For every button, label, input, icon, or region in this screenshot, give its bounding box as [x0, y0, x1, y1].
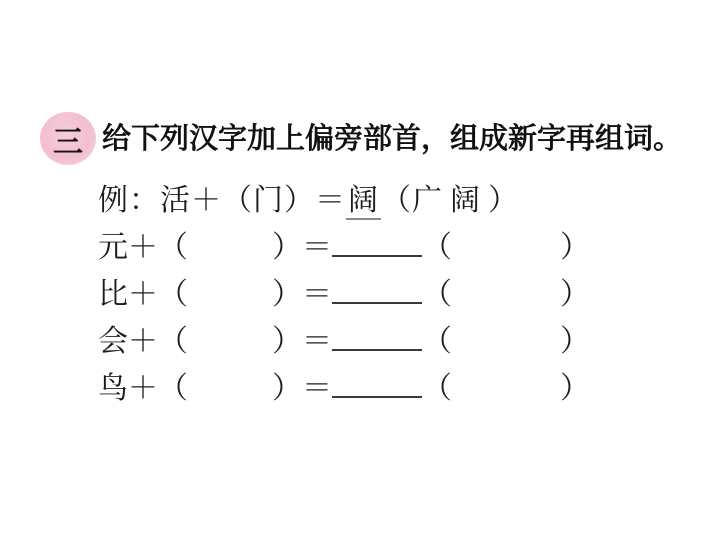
- section-number-badge: [40, 112, 96, 165]
- example-row: [98, 177, 678, 224]
- close-paren: ）: [272, 278, 302, 311]
- close-paren: ）: [272, 372, 302, 405]
- close-paren: ）: [488, 184, 519, 217]
- answer-blank: [332, 227, 422, 257]
- section-number-label: 三: [53, 125, 83, 159]
- plus-sign: ＋: [128, 372, 158, 405]
- open-paren: （: [222, 184, 253, 217]
- equals-sign: ＝: [302, 231, 332, 264]
- close-paren: ）: [560, 372, 590, 405]
- equals-sign: ＝: [315, 184, 346, 217]
- open-paren: （: [158, 278, 188, 311]
- open-paren: （: [158, 372, 188, 405]
- open-paren: （: [422, 231, 452, 264]
- exercise-row: [98, 224, 678, 271]
- exercise-row: [98, 365, 678, 412]
- equals-sign: ＝: [302, 325, 332, 358]
- close-paren: ）: [560, 278, 590, 311]
- base-character: 元: [98, 231, 128, 264]
- base-character: 会: [98, 325, 128, 358]
- example-answer-character: 阔: [346, 184, 381, 220]
- example-base-character: 活: [160, 184, 191, 217]
- plus-sign: ＋: [128, 278, 158, 311]
- example-word: 广阔: [412, 184, 488, 217]
- answer-blank: [332, 274, 422, 304]
- exercise-row: [98, 271, 678, 318]
- close-paren: ）: [272, 231, 302, 264]
- answer-blank: [332, 321, 422, 351]
- close-paren: ）: [560, 231, 590, 264]
- answer-blank: [332, 368, 422, 398]
- exercise-instruction-title: 给下列汉字加上偏旁部首，组成新字再组词。: [102, 123, 683, 155]
- open-paren: （: [422, 325, 452, 358]
- base-character: 鸟: [98, 372, 128, 405]
- plus-sign: ＋: [191, 184, 222, 217]
- exercise-row: [98, 318, 678, 365]
- equals-sign: ＝: [302, 372, 332, 405]
- exercise-body: [98, 177, 678, 412]
- plus-sign: ＋: [128, 325, 158, 358]
- plus-sign: ＋: [128, 231, 158, 264]
- equals-sign: ＝: [302, 278, 332, 311]
- close-paren: ）: [272, 325, 302, 358]
- open-paren: （: [422, 372, 452, 405]
- example-label: 例：: [98, 184, 160, 217]
- example-radical: 门: [253, 184, 284, 217]
- close-paren: ）: [560, 325, 590, 358]
- open-paren: （: [422, 278, 452, 311]
- close-paren: ）: [284, 184, 315, 217]
- open-paren: （: [158, 325, 188, 358]
- base-character: 比: [98, 278, 128, 311]
- open-paren: （: [381, 184, 412, 217]
- open-paren: （: [158, 231, 188, 264]
